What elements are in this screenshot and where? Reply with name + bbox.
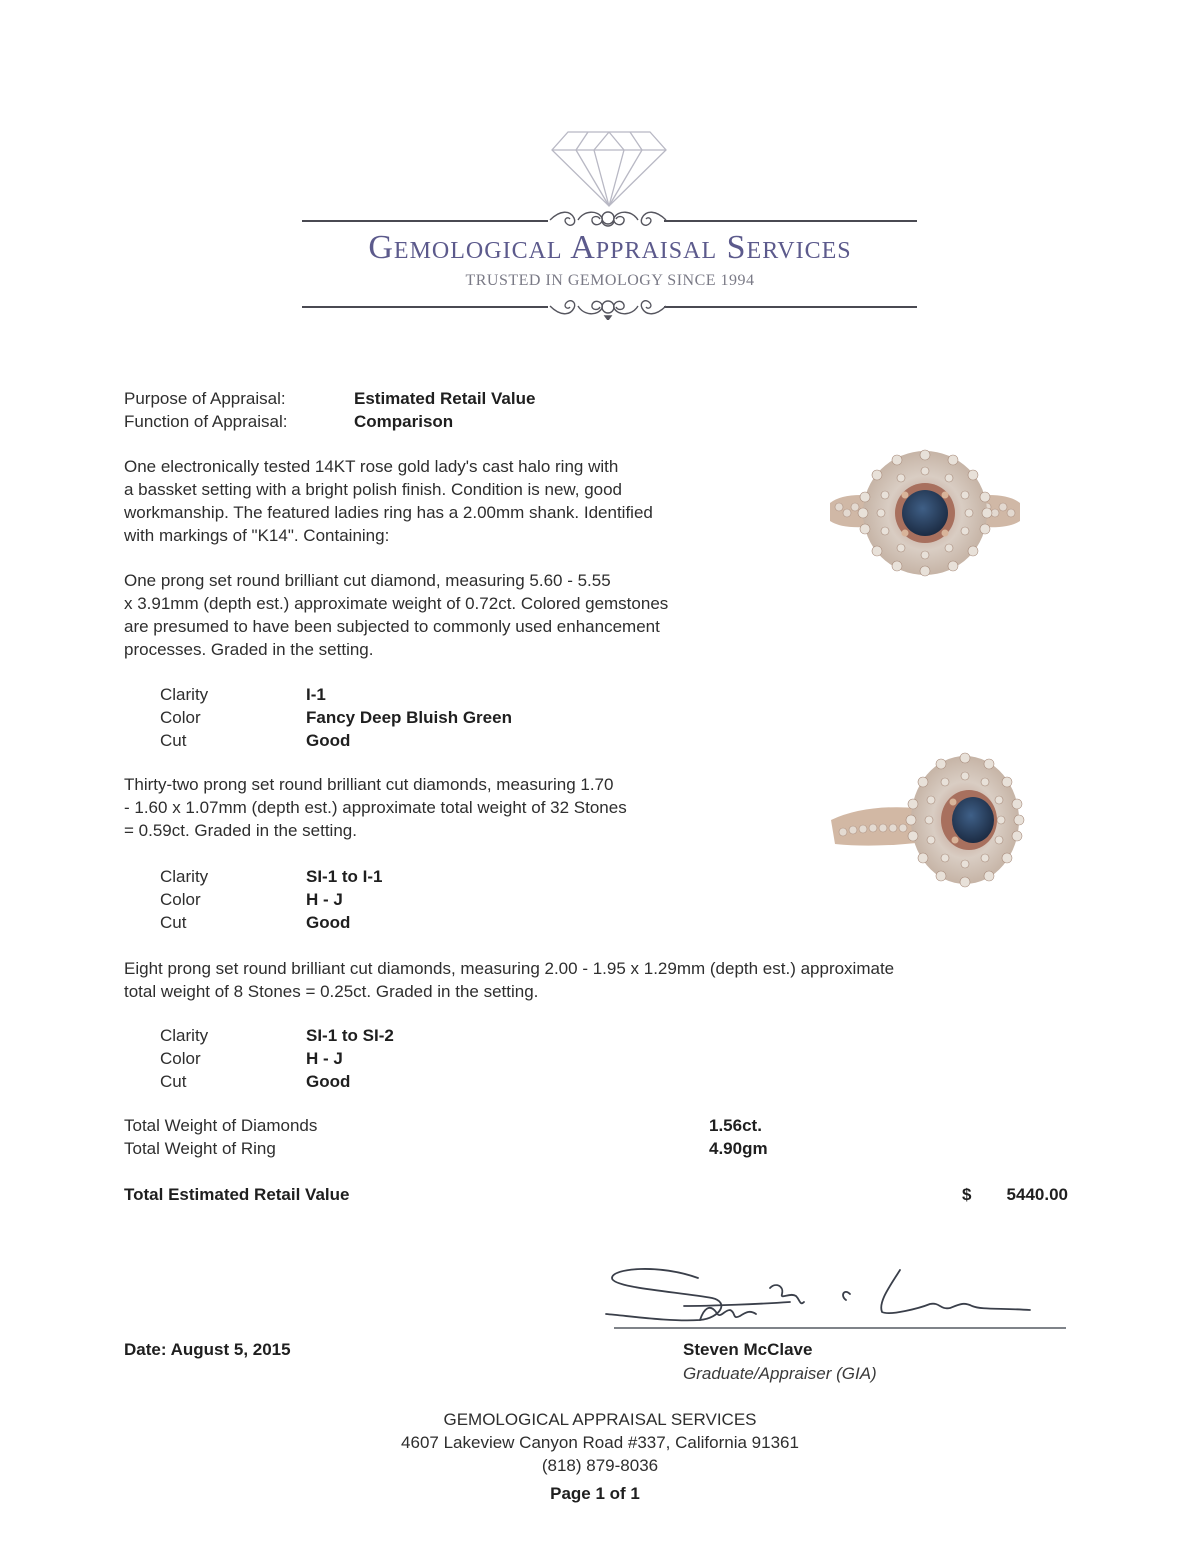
stone-line: - 1.60 x 1.07mm (depth est.) approximate total weight of 32 Stones [124,798,627,817]
center-stone-description [124,569,668,661]
grade-row-clarity [160,1024,660,1047]
function-value: Comparison [354,412,454,431]
page-number: Page 1 of 1 [550,1484,640,1503]
grade-label: Cut [160,913,187,932]
stone-line: are presumed to have been subjected to commonly used enhancement [124,617,660,636]
description-line: workmanship. The featured ladies ring has a 2.00mm shank. Identified [124,503,653,522]
ring-description [124,455,653,547]
grade-row-cut [160,911,660,934]
footer-company-name: GEMOLOGICAL APPRAISAL SERVICES [443,1410,757,1429]
ring-photo-angled-view [825,748,1025,898]
grade-row-clarity [160,865,660,888]
grade-row-cut [160,1070,660,1093]
diamond-icon [548,128,670,208]
purpose-row [124,387,824,410]
logo-rule-bottom-left [302,306,548,308]
logo-rule-top-right [664,220,917,222]
purpose-label: Purpose of Appraisal: [124,389,286,408]
shank-stones-description [124,957,894,1003]
total-retail-value-amount: 5440.00 [1006,1185,1068,1204]
appraiser-signature [600,1258,1070,1336]
description-line: with markings of "K14". Containing: [124,526,390,545]
appraisal-date: Date: August 5, 2015 [124,1340,291,1359]
grade-value: SI-1 to I-1 [306,867,383,886]
stone-line: x 3.91mm (depth est.) approximate weight of 0.72ct. Colored gemstones [124,594,669,613]
grade-label: Color [160,708,201,727]
grade-value: Fancy Deep Bluish Green [306,708,512,727]
shank-stones-grades [160,1024,660,1093]
function-row [124,410,824,433]
function-label: Function of Appraisal: [124,412,288,431]
total-ring-weight-label: Total Weight of Ring [124,1139,276,1158]
stone-line: total weight of 8 Stones = 0.25ct. Graded in the setting. [124,982,539,1001]
description-line: One electronically tested 14KT rose gold lady's cast halo ring with [124,457,619,476]
grade-row-color [160,888,660,911]
center-stone-grades [160,683,660,752]
grade-label: Color [160,1049,201,1068]
stone-line: = 0.59ct. Graded in the setting. [124,821,357,840]
grade-row-cut [160,729,660,752]
ring-photo-top-view [825,445,1025,595]
total-ring-weight-row [124,1137,1084,1160]
logo-rule-bottom-right [664,306,917,308]
footer-address: 4607 Lakeview Canyon Road #337, California 91361 [401,1433,799,1452]
halo-stones-grades [160,865,660,934]
grade-label: Color [160,890,201,909]
grade-row-color [160,706,660,729]
grade-value: Good [306,731,351,750]
purpose-value: Estimated Retail Value [354,389,536,408]
total-retail-value-label: Total Estimated Retail Value [124,1185,350,1204]
halo-stones-description [124,773,627,842]
grade-label: Clarity [160,685,209,704]
currency-symbol: $ [962,1185,972,1204]
grade-label: Clarity [160,867,209,886]
flourish-ornament-icon [548,294,668,320]
total-ring-weight-value: 4.90gm [709,1139,768,1158]
stone-line: Eight prong set round brilliant cut diamonds, measuring 2.00 - 1.95 x 1.29mm (depth est.) approximate [124,959,895,978]
grade-value: H - J [306,890,343,909]
logo-rule-top-left [302,220,548,222]
grade-value: Good [306,1072,351,1091]
company-logo-title: Gemological Appraisal Services [368,229,852,266]
grade-label: Cut [160,1072,187,1091]
company-tagline: TRUSTED IN GEMOLOGY SINCE 1994 [465,272,755,289]
grade-row-clarity [160,683,660,706]
grade-label: Clarity [160,1026,209,1045]
stone-line: Thirty-two prong set round brilliant cut diamonds, measuring 1.70 [124,775,614,794]
grade-label: Cut [160,731,187,750]
grade-value: SI-1 to SI-2 [306,1026,394,1045]
grade-value: H - J [306,1049,343,1068]
grade-value: Good [306,913,351,932]
stone-line: processes. Graded in the setting. [124,640,374,659]
total-diamond-weight-value: 1.56ct. [709,1116,762,1135]
appraiser-title: Graduate/Appraiser (GIA) [683,1364,877,1383]
grade-row-color [160,1047,660,1070]
footer-phone: (818) 879-8036 [541,1456,659,1475]
stone-line: One prong set round brilliant cut diamond, measuring 5.60 - 5.55 [124,571,611,590]
total-diamond-weight-row [124,1114,1084,1137]
grade-value: I-1 [306,685,326,704]
total-diamond-weight-label: Total Weight of Diamonds [124,1116,318,1135]
description-line: a bassket setting with a bright polish finish. Condition is new, good [124,480,623,499]
appraiser-name: Steven McClave [683,1340,813,1359]
total-retail-value-row [124,1183,1068,1206]
